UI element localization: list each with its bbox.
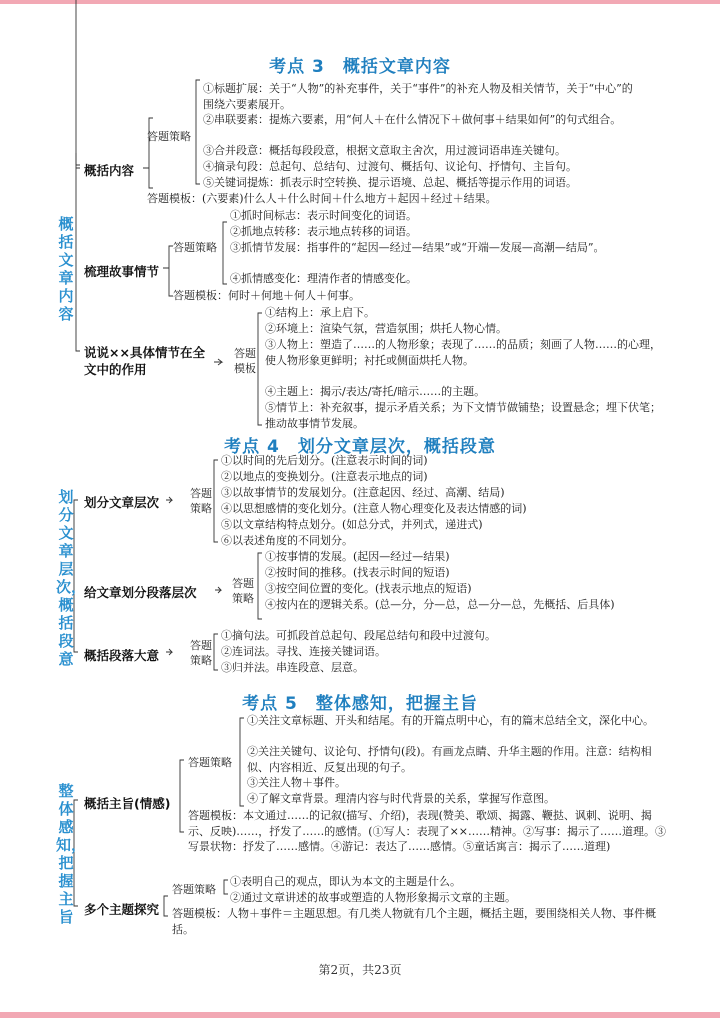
s3-node-plot: 梳理故事情节	[84, 264, 160, 279]
s5-n1-item-3: ③关注人物＋事件。	[247, 776, 346, 789]
s3-n1-item-5: ⑤关键词提炼：抓表示时空转换、提示语境、总起、概括等提示作用的词语。	[203, 176, 577, 189]
s3-n1-item-2: ②串联要素：提炼六要素，用“何人＋在什么情况下＋做何事＋结果如何”的句式组合。	[203, 113, 622, 126]
s4-node-split: 划分文章层次	[84, 495, 160, 510]
s3-n3-item-2: ②环境上：渲染气氛，营造氛围；烘托人物心情。	[265, 322, 507, 335]
s4-n1-item-5: ⑤以文章结构特点划分。(如总分式，并列式，递进式)	[221, 518, 483, 531]
bottom-color-band	[0, 1012, 720, 1018]
section4-side-label: 划分文章层次，概括段意	[56, 488, 87, 668]
s3-n2-strategy-label: 答题策略	[173, 241, 217, 254]
section3-title: 考点 3 概括文章内容	[269, 57, 451, 77]
s4-n1-strategy-label: 答题策略	[190, 487, 212, 515]
s4-node-main-idea: 概括段落大意	[84, 648, 160, 663]
s4-n1-item-4: ④以思想感情的变化划分。(注意人物心理变化及表达情感的词)	[221, 502, 527, 515]
s3-n2-item-1: ①抓时间标志：表示时间变化的词语。	[230, 209, 417, 222]
s4-n2-item-3: ③按空间位置的变化。(找表示地点的短语)	[265, 582, 472, 595]
s3-n1-item-4: ④摘录句段：总起句、总结句、过渡句、概括句、议论句、抒情句、主旨句。	[203, 160, 577, 173]
s3-n3-template-label: 答题模板	[234, 347, 256, 375]
s3-n1-item-3: ③合并段意：概括每段段意，根据文意取主舍次，用过渡词语串连关键句。	[203, 144, 566, 157]
s4-n2-strategy-label: 答题策略	[232, 577, 254, 605]
s4-n2-item-2: ②按时间的推移。(找表示时间的短语)	[265, 566, 450, 579]
s4-n3-item-2: ②连词法。寻找、连接关键词语。	[221, 645, 386, 658]
s3-node-summarize: 概括内容	[84, 163, 135, 178]
s3-n3-item-4: ④主题上：揭示/表达/寄托/暗示……的主题。	[265, 385, 486, 398]
s5-n2-template: 答题模板：人物＋事件＝主题思想。有几类人物就有几个主题，概括主题，要围绕相关人物、事件概括。	[172, 907, 656, 936]
s4-n2-item-4: ④按内在的逻辑关系。(总—分，分—总，总—分—总，先概括、后具体)	[265, 598, 615, 611]
s3-node-plot-role: 说说××具体情节在全文中的作用	[84, 345, 205, 377]
s3-n1-item-1: ①标题扩展：关于“人物”的补充事件，关于“事件”的补充人物及相关情节，关于“中心”的围绕六要素展开。	[203, 82, 633, 111]
s3-n2-item-3: ③抓情节发展：指事件的“起因—经过—结果”或“开端—发展—高潮—结局”。	[230, 241, 605, 254]
s4-n1-item-1: ①以时间的先后划分。(注意表示时间的词)	[221, 454, 428, 467]
section5-side-label: 整体感知，把握主旨	[56, 782, 87, 926]
s5-n1-item-1: ①关注文章标题、开头和结尾。有的开篇点明中心，有的篇末总结全文，深化中心。	[247, 714, 654, 727]
s5-n2-strategy-label: 答题策略	[172, 883, 216, 896]
s4-n3-item-1: ①摘句法。可抓段首总起句、段尾总结句和段中过渡句。	[221, 629, 496, 642]
s5-n2-item-2: ②通过文章讲述的故事或塑造的人物形象揭示文章的主题。	[230, 891, 516, 904]
s3-n3-item-3: ③人物上：塑造了……的人物形象；表现了……的品质；刻画了人物……的心理，使人物形象更鲜明；衬托或侧面烘托人物。	[265, 338, 661, 367]
s4-n1-item-6: ⑥以表述角度的不同划分。	[221, 534, 353, 547]
s4-n2-item-1: ①按事情的发展。(起因—经过—结果)	[265, 550, 450, 563]
s5-n2-item-1: ①表明自己的观点，即认为本文的主题是什么。	[230, 875, 461, 888]
s3-n1-strategy-label: 答题策略	[147, 130, 191, 143]
s3-n2-template: 答题模板：何时＋何地＋何人＋何事。	[173, 289, 360, 302]
s5-n1-item-4: ④了解文章背景。理清内容与时代背景的关系，掌握写作意图。	[247, 792, 555, 805]
s5-n1-strategy-label: 答题策略	[188, 756, 232, 769]
s5-n1-item-2: ②关注关键句、议论句、抒情句(段)。有画龙点睛、升华主题的作用。注意：结构相似、内容相近、反复出现的句子。	[247, 745, 652, 774]
s4-n1-item-2: ②以地点的变换划分。(注意表示地点的词)	[221, 470, 428, 483]
s5-n1-template: 答题模板：本文通过……的记叙(描写、介绍)，表现(赞美、歌颂、揭露、鞭挞、讽刺、说明、揭示、反映)……，抒发了……的感情。(①写人：表现了××……精神。②写事：揭示了……道理。③写景状物：抒发了……感情。④游记：表达了……感情。⑤童话寓言：揭示了……道理)	[188, 809, 667, 853]
s4-n1-item-3: ③以故事情节的发展划分。(注意起因、经过、高潮、结局)	[221, 486, 505, 499]
s3-n1-template: 答题模板：(六要素)什么人＋什么时间＋什么地方＋起因＋经过＋结果。	[147, 192, 497, 205]
s5-node-theme: 概括主旨(情感)	[84, 796, 171, 811]
s4-n3-strategy-label: 答题策略	[190, 639, 212, 667]
s4-n3-item-3: ③归并法。串连段意、层意。	[221, 661, 364, 674]
s3-n2-item-4: ④抓情感变化：理清作者的情感变化。	[230, 272, 417, 285]
s5-node-multi-theme: 多个主题探究	[84, 902, 160, 917]
section3-side-label: 概括文章内容	[58, 215, 74, 323]
s3-n3-item-5: ⑤情节上：补充叙事，提示矛盾关系；为下文情节做铺垫；设置悬念；埋下伏笔；推动故事情节发展。	[265, 401, 661, 430]
s4-node-paragraph: 给文章划分段落层次	[84, 585, 197, 600]
s3-n3-item-1: ①结构上：承上启下。	[265, 306, 375, 319]
section5-title: 考点 5 整体感知，把握主旨	[242, 694, 478, 714]
s3-n2-item-2: ②抓地点转移：表示地点转移的词语。	[230, 225, 417, 238]
page-number: 第2页，共23页	[318, 963, 402, 977]
section4-title: 考点 4 划分文章层次，概括段意	[224, 437, 496, 457]
